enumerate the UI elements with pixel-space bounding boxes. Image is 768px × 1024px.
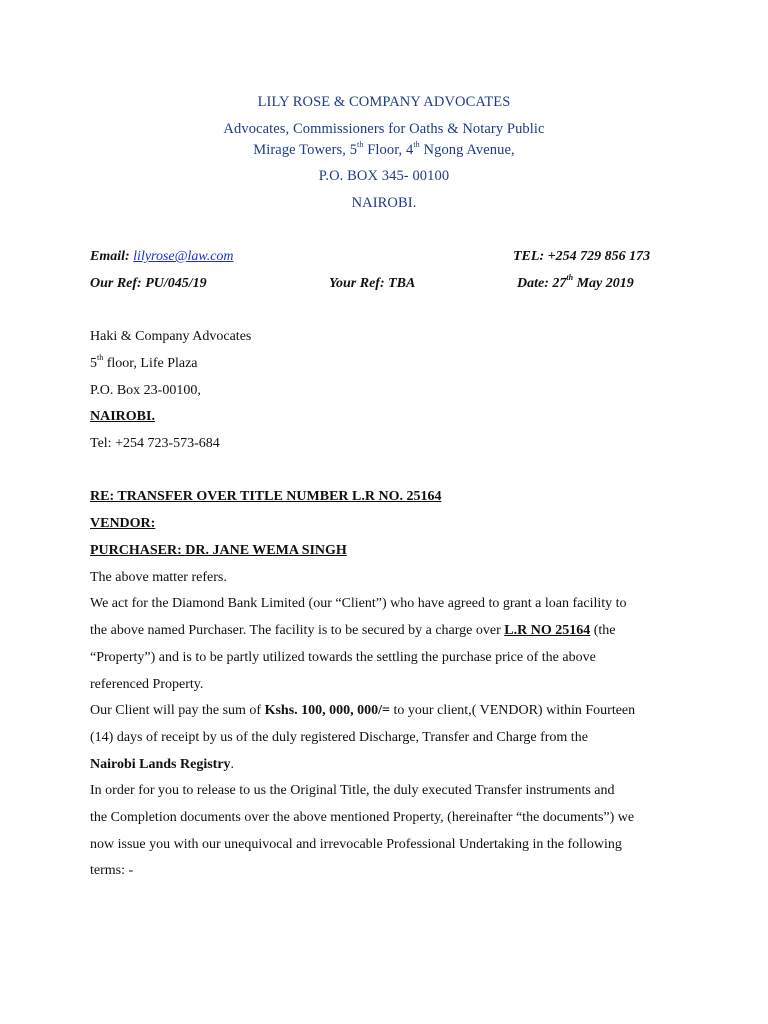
email-line xyxy=(90,249,234,265)
email-link[interactable]: lilyrose@law.com xyxy=(133,249,234,264)
subject-re: RE: TRANSFER OVER TITLE NUMBER L.R NO. 25164 xyxy=(90,489,442,504)
subject-purchaser: PURCHASER: DR. JANE WEMA SINGH xyxy=(90,543,347,558)
body-line-6a: Our Client will pay the sum of xyxy=(90,703,265,718)
recipient-floor-num: 5 xyxy=(90,356,97,371)
body-line-1: The above matter refers. xyxy=(90,570,227,585)
body-line-8b: . xyxy=(230,757,235,772)
firm-address-sup1: th xyxy=(357,140,364,150)
firm-address xyxy=(0,142,768,159)
recipient-floor-sup: th xyxy=(97,353,104,363)
registry-highlight: Nairobi Lands Registry xyxy=(90,757,231,772)
body-line-10: the Completion documents over the above mentioned Property, (hereinafter “the documents”) we xyxy=(90,810,635,825)
firm-city: NAIROBI. xyxy=(351,195,417,211)
body-line-7: (14) days of receipt by us of the duly registered Discharge, Transfer and Charge from the xyxy=(90,730,588,745)
body-line-3 xyxy=(90,623,616,639)
firm-address-suffix: Ngong Avenue, xyxy=(419,142,515,158)
email-label: Email: xyxy=(90,249,134,264)
firm-po-box: P.O. BOX 345- 00100 xyxy=(318,168,450,184)
body-line-3a: the above named Purchaser. The facility is to be secured by a charge over xyxy=(90,623,505,638)
recipient-po-box: P.O. Box 23-00100, xyxy=(90,383,201,398)
tel-line: TEL: +254 729 856 173 xyxy=(513,249,651,264)
recipient-name: Haki & Company Advocates xyxy=(90,329,252,344)
amount-highlight: Kshs. 100, 000, 000/= xyxy=(264,703,391,718)
body-line-8 xyxy=(90,757,234,773)
recipient-city: NAIROBI. xyxy=(90,409,155,424)
body-line-9: In order for you to release to us the Original Title, the duly executed Transfer instruments and xyxy=(90,783,615,798)
date-prefix: Date: 27 xyxy=(517,276,567,291)
body-line-12: terms: - xyxy=(90,863,134,878)
firm-name: LILY ROSE & COMPANY ADVOCATES xyxy=(257,94,511,110)
body-line-3c: (the xyxy=(590,623,616,638)
firm-address-sup2: th xyxy=(413,140,420,150)
body-line-2: We act for the Diamond Bank Limited (our “Client”) who have agreed to grant a loan facility to xyxy=(90,596,627,611)
our-ref: Our Ref: PU/045/19 xyxy=(90,276,207,291)
date-suffix: May 2019 xyxy=(573,276,634,291)
body-line-11: now issue you with our unequivocal and irrevocable Professional Undertaking in the following xyxy=(90,837,622,852)
body-line-6 xyxy=(90,703,635,719)
body-line-4: “Property”) and is to be partly utilized towards the settling the purchase price of the above xyxy=(90,650,596,665)
date-sup: th xyxy=(566,273,574,283)
recipient-floor xyxy=(90,353,198,372)
letter-date xyxy=(517,273,634,292)
firm-address-mid: Floor, 4 xyxy=(363,142,414,158)
recipient-floor-rest: floor, Life Plaza xyxy=(103,356,198,371)
lr-number-highlight: L.R NO 25164 xyxy=(504,623,591,638)
body-line-6c: to your client,( VENDOR) within Fourteen xyxy=(390,703,636,718)
firm-tagline: Advocates, Commissioners for Oaths & Notary Public xyxy=(223,121,545,137)
recipient-tel: Tel: +254 723-573-684 xyxy=(90,436,220,451)
body-line-5: referenced Property. xyxy=(90,677,204,692)
firm-address-prefix: Mirage Towers, 5 xyxy=(253,142,358,158)
subject-vendor: VENDOR: xyxy=(90,516,156,531)
your-ref: Your Ref: TBA xyxy=(329,276,416,291)
